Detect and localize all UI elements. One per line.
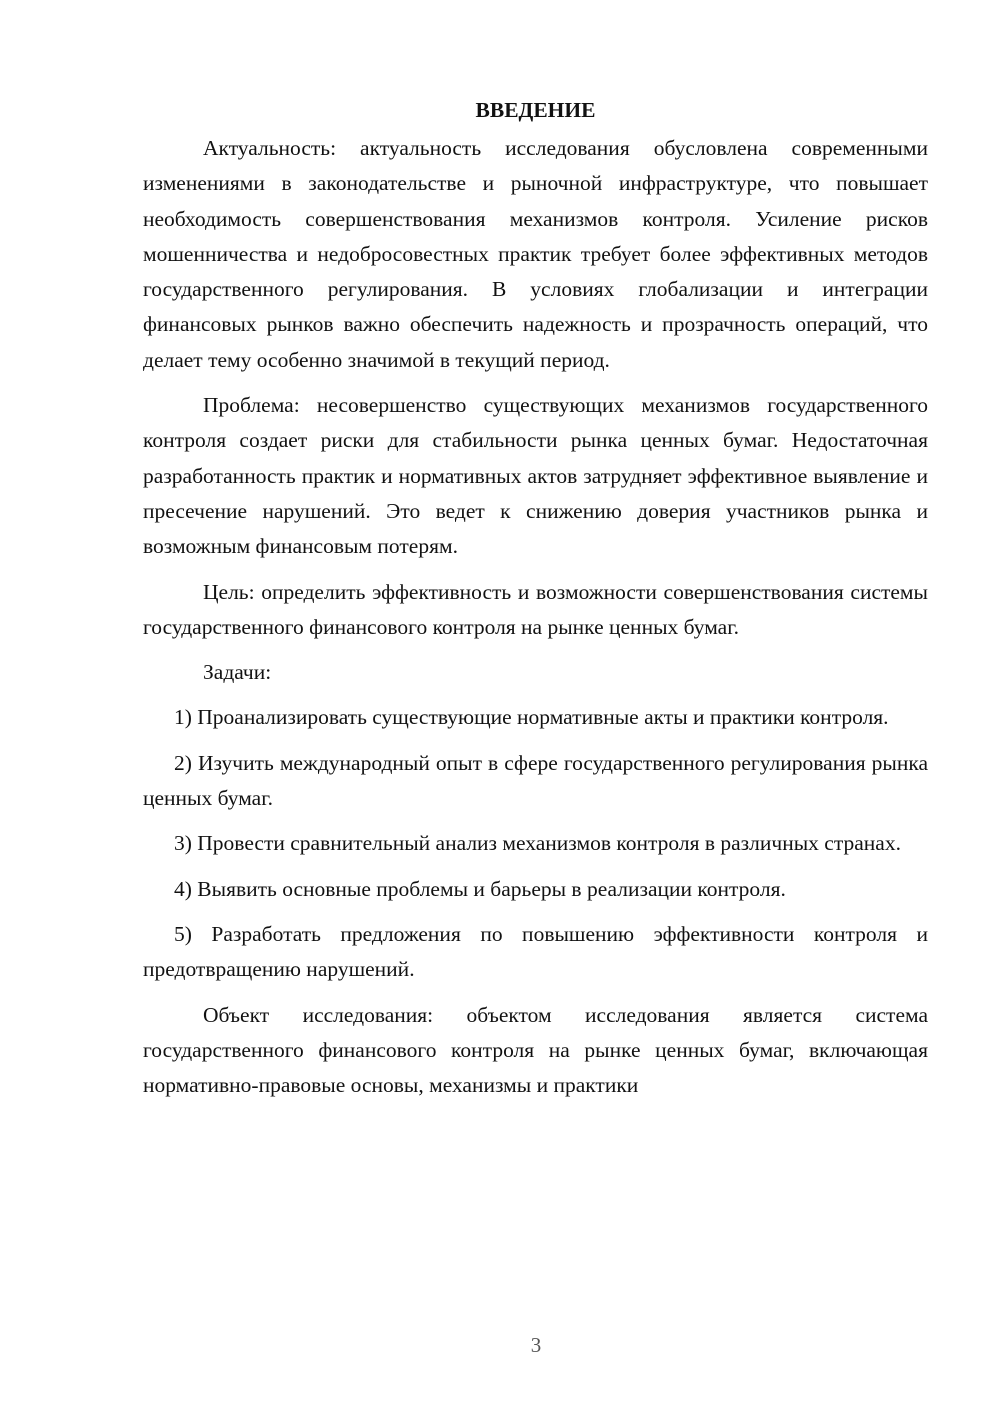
page-number: 3	[530, 1333, 542, 1357]
section-heading: ВВЕДЕНИЕ	[475, 98, 596, 122]
task-item: 4) Выявить основные проблемы и барьеры в реализации контроля.	[174, 876, 786, 901]
problem-paragraph: Проблема: несовершенство существующих механизмов государственного контроля создает риски для стабильности рынка ценных бумаг. Недостаточная разработанность практик и нормативных актов затрудняет эффективное выявление и пресечение нарушений. Это ведет к снижению доверия участников рынка и возможным финансовым потерям.	[143, 393, 928, 559]
document-page	[143, 92, 928, 1103]
task-item: 3) Провести сравнительный анализ механизмов контроля в различных странах.	[174, 831, 901, 856]
goal-paragraph: Цель: определить эффективность и возможности совершенствования системы государственного финансового контроля на рынке ценных бумаг.	[143, 579, 928, 639]
tasks-label: Задачи:	[203, 660, 272, 685]
task-item: 2) Изучить международный опыт в сфере государственного регулирования рынка ценных бумаг.	[143, 750, 928, 811]
object-paragraph: Объект исследования: объектом исследования является система государственного финансового контроля на рынке ценных бумаг, включающая нормативно-правовые основы, механизмы и практики	[143, 1002, 928, 1098]
task-item: 1) Проанализировать существующие нормативные акты и практики контроля.	[174, 705, 889, 730]
task-item: 5) Разработать предложения по повышению эффективности контроля и предотвращению нарушений.	[143, 921, 928, 982]
relevance-paragraph: Актуальность: актуальность исследования обусловлена современными изменениями в законодательстве и рыночной инфраструктуре, что повышает необходимость совершенствования механизмов контроля. Усиление рисков мошенничества и недобросовестных практик требует более эффективных методов государственного регулирования. В условиях глобализации и интеграции финансовых рынков важно обеспечить надежность и прозрачность операций, что делает тему особенно значимой в текущий период.	[143, 136, 928, 372]
tasks-list	[143, 700, 928, 987]
